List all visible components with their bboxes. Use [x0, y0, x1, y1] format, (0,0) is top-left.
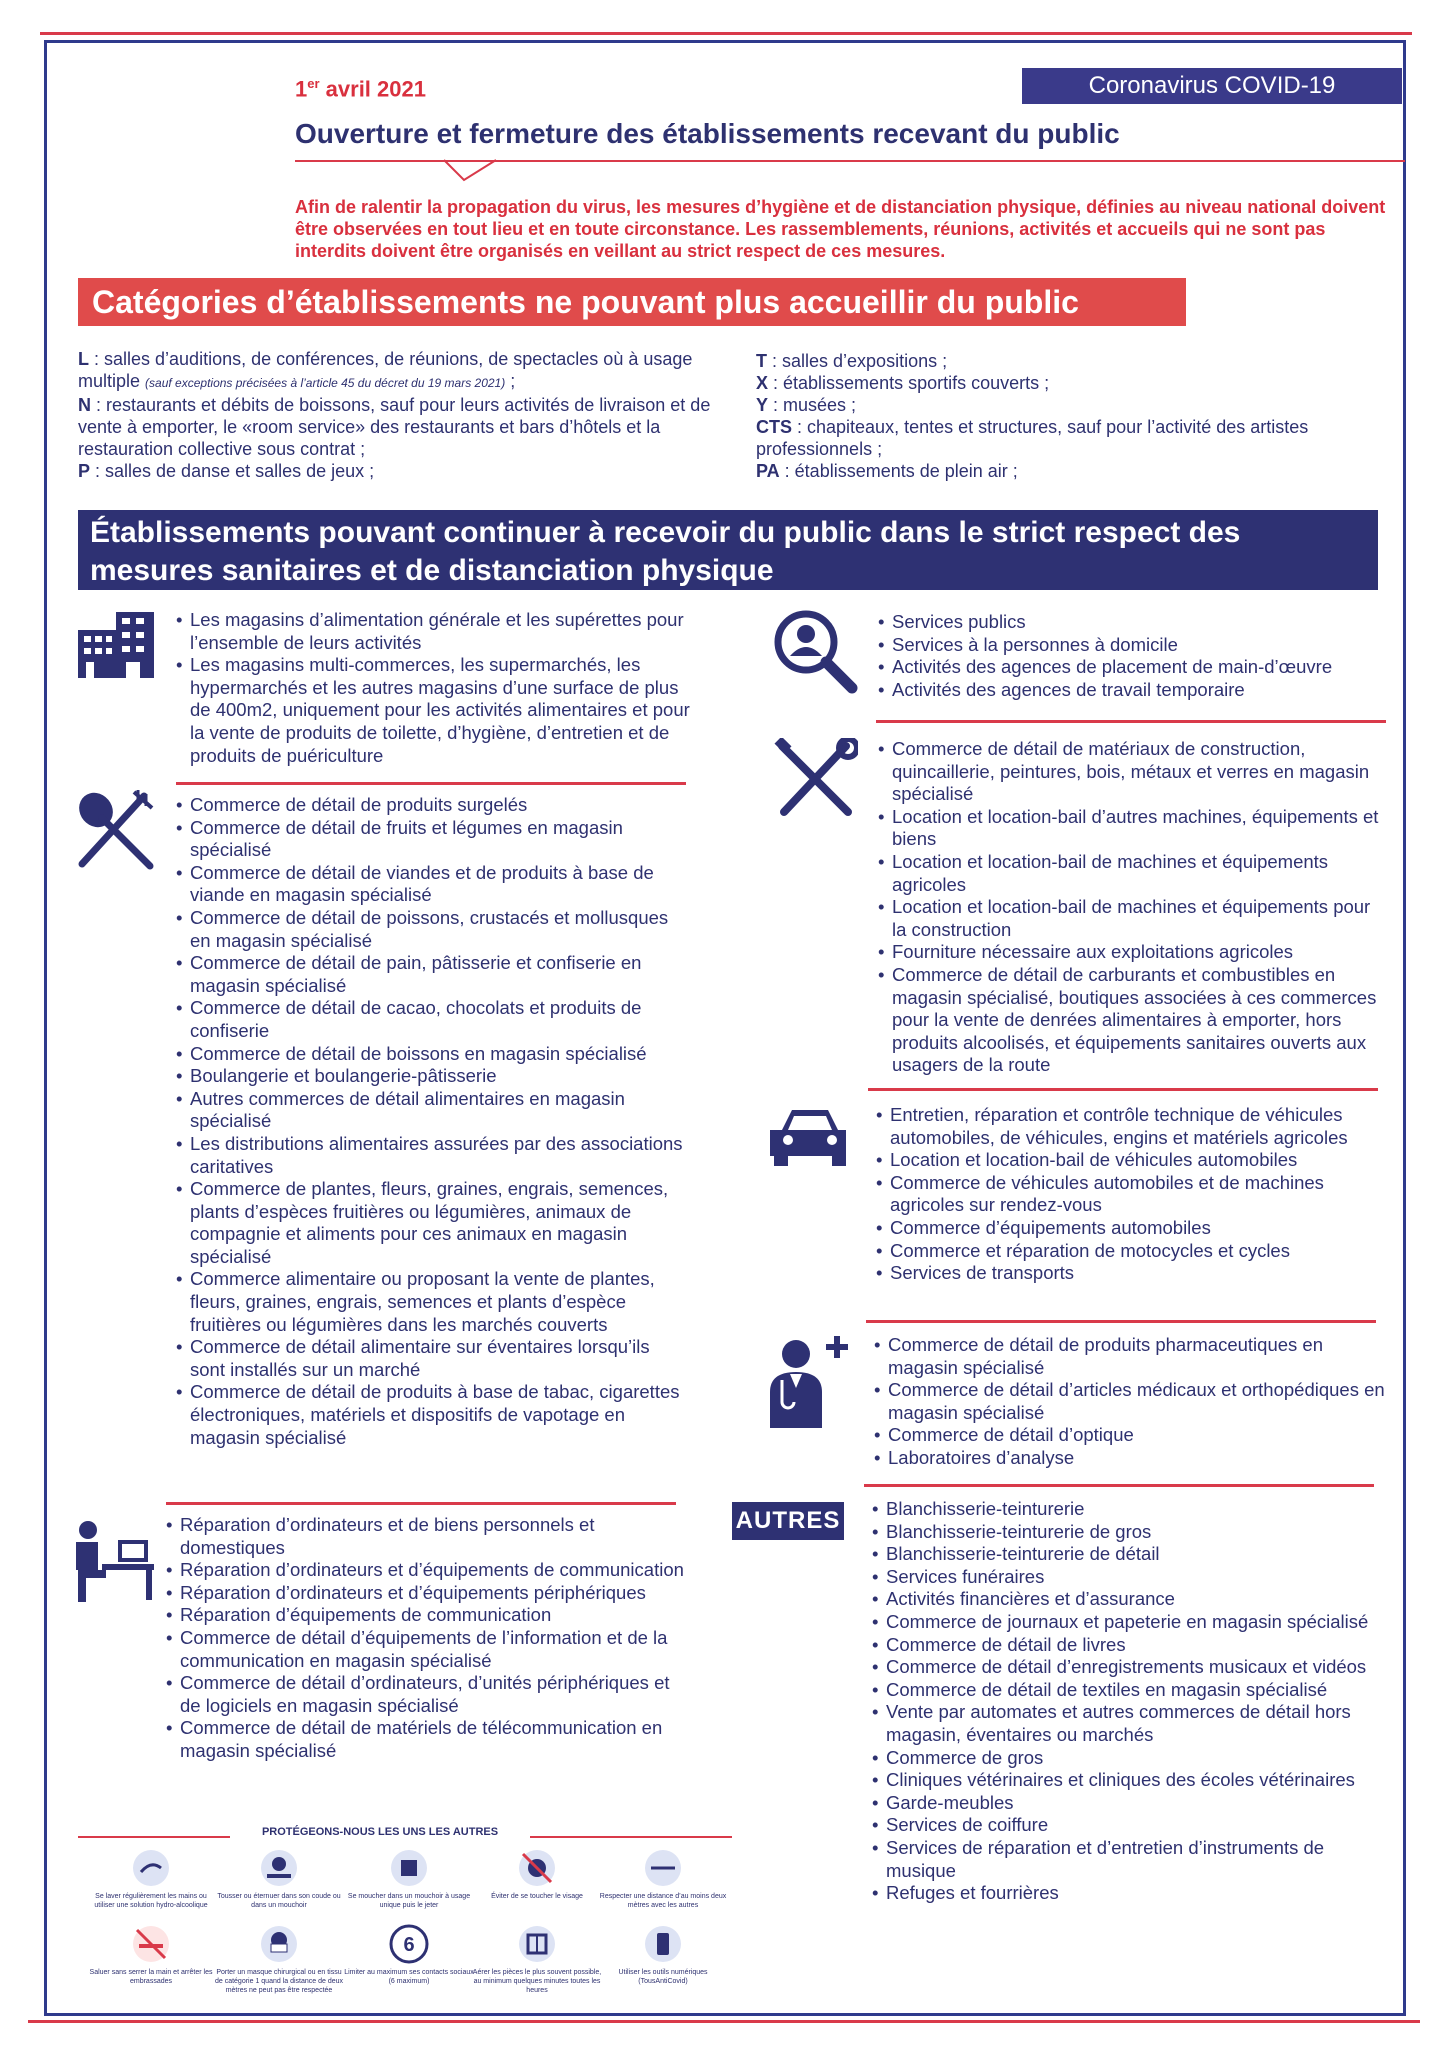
- list-item: • Commerce de détail alimentaire sur éventaires lorsqu’ils sont installés sur un marché: [176, 1336, 686, 1381]
- list-item: • Location et location-bail de machines et équipements agricoles: [878, 851, 1388, 896]
- cough-elbow-icon: [259, 1848, 299, 1888]
- list-item: • Entretien, réparation et contrôle technique de véhicules automobiles, de véhicules, engins et matériels agricoles: [876, 1104, 1386, 1149]
- list-item: • Commerce de détail d’articles médicaux et orthopédiques en magasin spécialisé: [874, 1379, 1394, 1424]
- wash-hands-icon: [131, 1848, 171, 1888]
- group-health: [874, 1334, 1394, 1470]
- list-item: • Commerce de détail de matériels de télécommunication en magasin spécialisé: [166, 1717, 686, 1762]
- list-item: • Commerce de détail d’ordinateurs, d’unités périphériques et de logiciels en magasin spécialisé: [166, 1672, 686, 1717]
- bottom-red-rule: [28, 2020, 1420, 2023]
- list-item: • Laboratoires d’analyse: [874, 1447, 1394, 1470]
- list-item: • Réparation d’ordinateurs et d’équipements de communication: [166, 1559, 686, 1582]
- separator: [864, 1484, 1374, 1487]
- list-item: • Commerce de détail d’enregistrements musicaux et vidéos: [872, 1656, 1392, 1679]
- list-item: • Les distributions alimentaires assurées par des associations caritatives: [176, 1133, 686, 1178]
- list-item: • Boulangerie et boulangerie-pâtisserie: [176, 1065, 686, 1088]
- list-item: • Commerce de détail de poissons, crustacés et mollusques en magasin spécialisé: [176, 907, 686, 952]
- gesture-no-face-touch: Éviter de se toucher le visage: [472, 1848, 602, 1901]
- gesture-distance: Respecter une distance d’au moins deux mètres avec les autres: [598, 1848, 728, 1910]
- closed-item-l: L : salles d’auditions, de conférences, de réunions, de spectacles où à usage multiple (sauf exceptions précisées à l’article 45 du décret du 19 mars 2021) ;: [78, 349, 693, 391]
- group-cars: [876, 1104, 1386, 1285]
- closed-item-n: N : restaurants et débits de boissons, sauf pour leurs activités de livraison et de vente à emporter, le «room service» des restaurants et bars d’hôtels et la restauration collective sous contrat ;: [78, 395, 711, 459]
- list-item: • Vente par automates et autres commerces de détail hors magasin, éventaires ou marchés: [872, 1701, 1392, 1746]
- list-item: • Réparation d’ordinateurs et de biens personnels et domestiques: [166, 1514, 686, 1559]
- list-item: • Commerce de détail de matériaux de construction, quincaillerie, peintures, bois, métaux et verres en magasin spécialisé: [878, 738, 1388, 806]
- list-item: • Commerce de détail de cacao, chocolats et produits de confiserie: [176, 997, 686, 1042]
- autres-label: AUTRES: [732, 1502, 844, 1540]
- list-item: • Commerce de plantes, fleurs, graines, engrais, semences, plants d’espèces fruitières ou légumières, animaux de compagnie et aliments pour ces animaux en magasin spécialisé: [176, 1178, 686, 1268]
- page-title: Ouverture et fermeture des établissements recevant du public: [295, 118, 1120, 149]
- list-item: • Commerce d’équipements automobiles: [876, 1217, 1386, 1240]
- list-item: • Blanchisserie-teinturerie de gros: [872, 1521, 1392, 1544]
- distance-icon: [643, 1848, 683, 1888]
- list-item: • Activités des agences de travail temporaire: [878, 679, 1388, 702]
- separator: [876, 720, 1386, 723]
- list-item: • Les magasins multi-commerces, les supermarchés, les hypermarchés et les autres magasins d’une surface de plus de 400m2, uniquement pour les activités alimentaires et pour la vente de produits de toilette, d’hygiène, d’entretien et de produits de puériculture: [176, 654, 696, 767]
- list-item: • Commerce de détail d’optique: [874, 1424, 1394, 1447]
- list-item: • Réparation d’ordinateurs et d’équipements périphériques: [166, 1582, 686, 1605]
- no-handshake-icon: [131, 1924, 171, 1964]
- list-item: • Commerce alimentaire ou proposant la vente de plantes, fleurs, graines, engrais, semences et plants d’espèce fruitières ou légumières dans les marchés couverts: [176, 1268, 686, 1336]
- covid-badge: Coronavirus COVID-19: [1022, 68, 1402, 104]
- closed-list-left: [78, 348, 718, 482]
- protect-title: PROTÉGEONS-NOUS LES UNS LES AUTRES: [230, 1826, 530, 1838]
- list-item: • Réparation d’équipements de communication: [166, 1604, 686, 1627]
- closed-item-y: Y : musées ;: [756, 395, 857, 415]
- car-icon: [768, 1106, 852, 1168]
- list-item: • Location et location-bail d’autres machines, équipements et biens: [878, 806, 1388, 851]
- list-item: • Services à la personnes à domicile: [878, 634, 1388, 657]
- tissue-icon: [389, 1848, 429, 1888]
- publication-date: 1er avril 2021: [295, 76, 426, 102]
- fork-spoon-icon: [72, 790, 158, 870]
- list-item: • Commerce de détail d’équipements de l’information et de la communication en magasin spécialisé: [166, 1627, 686, 1672]
- list-item: • Commerce de détail de produits surgelés: [176, 794, 686, 817]
- separator: [866, 1320, 1376, 1323]
- speech-tail-icon: [440, 156, 500, 186]
- list-item: • Activités des agences de placement de main-d’œuvre: [878, 656, 1388, 679]
- list-item: • Location et location-bail de machines et équipements pour la construction: [878, 896, 1388, 941]
- list-item: • Services de transports: [876, 1262, 1386, 1285]
- separator: [166, 1502, 676, 1505]
- gesture-wash-hands: Se laver régulièrement les mains ou utiliser une solution hydro-alcoolique: [86, 1848, 216, 1910]
- list-item: • Services funéraires: [872, 1566, 1392, 1589]
- list-item: • Blanchisserie-teinturerie de détail: [872, 1543, 1392, 1566]
- list-item: • Services publics: [878, 611, 1388, 634]
- list-item: • Fourniture nécessaire aux exploitations agricoles: [878, 941, 1388, 964]
- gesture-digital-tools: Utiliser les outils numériques (TousAntiCovid): [598, 1924, 728, 1986]
- mask-icon: [259, 1924, 299, 1964]
- top-red-rule: [40, 32, 1412, 35]
- tools-icon: [772, 738, 858, 820]
- computer-user-icon: [66, 1520, 156, 1604]
- closed-item-t: T : salles d’expositions ;: [756, 351, 948, 371]
- list-item: • Commerce de détail de viandes et de produits à base de viande en magasin spécialisé: [176, 862, 686, 907]
- list-item: • Services de coiffure: [872, 1814, 1392, 1837]
- list-item: • Services de réparation et d’entretien d’instruments de musique: [872, 1837, 1392, 1882]
- closed-item-p: P : salles de danse et salles de jeux ;: [78, 461, 375, 481]
- group-shops: [176, 609, 696, 767]
- closed-item-cts: CTS : chapiteaux, tentes et structures, sauf pour l’activité des artistes professionnels ;: [756, 417, 1309, 459]
- list-item: • Commerce de détail de boissons en magasin spécialisé: [176, 1043, 686, 1066]
- open-establishments-banner: [78, 510, 1378, 590]
- closed-item-x: X : établissements sportifs couverts ;: [756, 373, 1050, 393]
- no-face-touch-icon: [517, 1848, 557, 1888]
- doctor-icon: [764, 1334, 854, 1430]
- list-item: • Commerce de gros: [872, 1747, 1392, 1770]
- group-autres: [872, 1498, 1392, 1905]
- svg-text:6: 6: [403, 1934, 415, 1956]
- list-item: • Refuges et fourrières: [872, 1882, 1392, 1905]
- closed-list-right: [756, 350, 1396, 482]
- list-item: • Commerce de véhicules automobiles et de machines agricoles sur rendez-vous: [876, 1172, 1386, 1217]
- banner-line-2: mesures sanitaires et de distanciation physique: [90, 554, 774, 587]
- search-person-icon: [772, 608, 858, 694]
- separator: [868, 1088, 1378, 1091]
- list-item: • Commerce de détail de produits pharmaceutiques en magasin spécialisé: [874, 1334, 1394, 1379]
- list-item: • Blanchisserie-teinturerie: [872, 1498, 1392, 1521]
- group-food: [176, 794, 686, 1449]
- gesture-tissue: Se moucher dans un mouchoir à usage unique puis le jeter: [344, 1848, 474, 1910]
- intro-text: Afin de ralentir la propagation du virus, les mesures d’hygiène et de distanciation physique, définies au niveau national doivent être observées en tout lieu et en toute circonstance. Les rassemblements, réunions, activités et accueils qui ne sont pas interdits doivent être organisés en veillant au strict respect de ces mesures.: [295, 197, 1386, 261]
- list-item: • Commerce de détail de textiles en magasin spécialisé: [872, 1679, 1392, 1702]
- window-icon: [517, 1924, 557, 1964]
- list-item: • Activités financières et d’assurance: [872, 1588, 1392, 1611]
- gesture-cough-elbow: Tousser ou éternuer dans son coude ou dans un mouchoir: [214, 1848, 344, 1910]
- banner-line-1: Établissements pouvant continuer à recevoir du public dans le strict respect des: [90, 516, 1241, 549]
- separator: [176, 782, 686, 785]
- six-contacts-icon: [389, 1924, 429, 1964]
- closed-item-pa: PA : établissements de plein air ;: [756, 461, 1018, 481]
- list-item: • Location et location-bail de véhicules automobiles: [876, 1149, 1386, 1172]
- list-item: • Commerce de journaux et papeterie en magasin spécialisé: [872, 1611, 1392, 1634]
- list-item: • Commerce de détail de produits à base de tabac, cigarettes électroniques, matériels et dispositifs de vapotage en magasin spécialisé: [176, 1381, 686, 1449]
- phone-app-icon: [643, 1924, 683, 1964]
- list-item: • Garde-meubles: [872, 1792, 1392, 1815]
- list-item: • Commerce de détail de livres: [872, 1634, 1392, 1657]
- building-icon: [76, 608, 156, 680]
- list-item: • Les magasins d’alimentation générale et les supérettes pour l’ensemble de leurs activités: [176, 609, 696, 654]
- gesture-limit-contacts: 6 Limiter au maximum ses contacts sociaux (6 maximum): [344, 1924, 474, 1986]
- closed-categories-banner: Catégories d’établissements ne pouvant plus accueillir du public: [78, 278, 1186, 326]
- gesture-ventilate: Aérer les pièces le plus souvent possible, au minimum quelques minutes toutes les heures: [472, 1924, 602, 1995]
- group-tools: [878, 738, 1388, 1077]
- list-item: • Commerce de détail de pain, pâtisserie et confiserie en magasin spécialisé: [176, 952, 686, 997]
- group-computers: [166, 1514, 686, 1763]
- group-services: [878, 611, 1388, 701]
- list-item: • Commerce de détail de carburants et combustibles en magasin spécialisé, boutiques associées à ces commerces pour la vente de denrées alimentaires à emporter, hors produits alcoolisés, et équipements sanitaires ouverts aux usagers de la route: [878, 964, 1388, 1077]
- gesture-mask: Porter un masque chirurgical ou en tissu de catégorie 1 quand la distance de deux mètres ne peut pas être respectée: [214, 1924, 344, 1995]
- list-item: • Cliniques vétérinaires et cliniques des écoles vétérinaires: [872, 1769, 1392, 1792]
- gesture-no-handshake: Saluer sans serrer la main et arrêter les embrassades: [86, 1924, 216, 1986]
- list-item: • Commerce et réparation de motocycles et cycles: [876, 1240, 1386, 1263]
- list-item: • Autres commerces de détail alimentaires en magasin spécialisé: [176, 1088, 686, 1133]
- list-item: • Commerce de détail de fruits et légumes en magasin spécialisé: [176, 817, 686, 862]
